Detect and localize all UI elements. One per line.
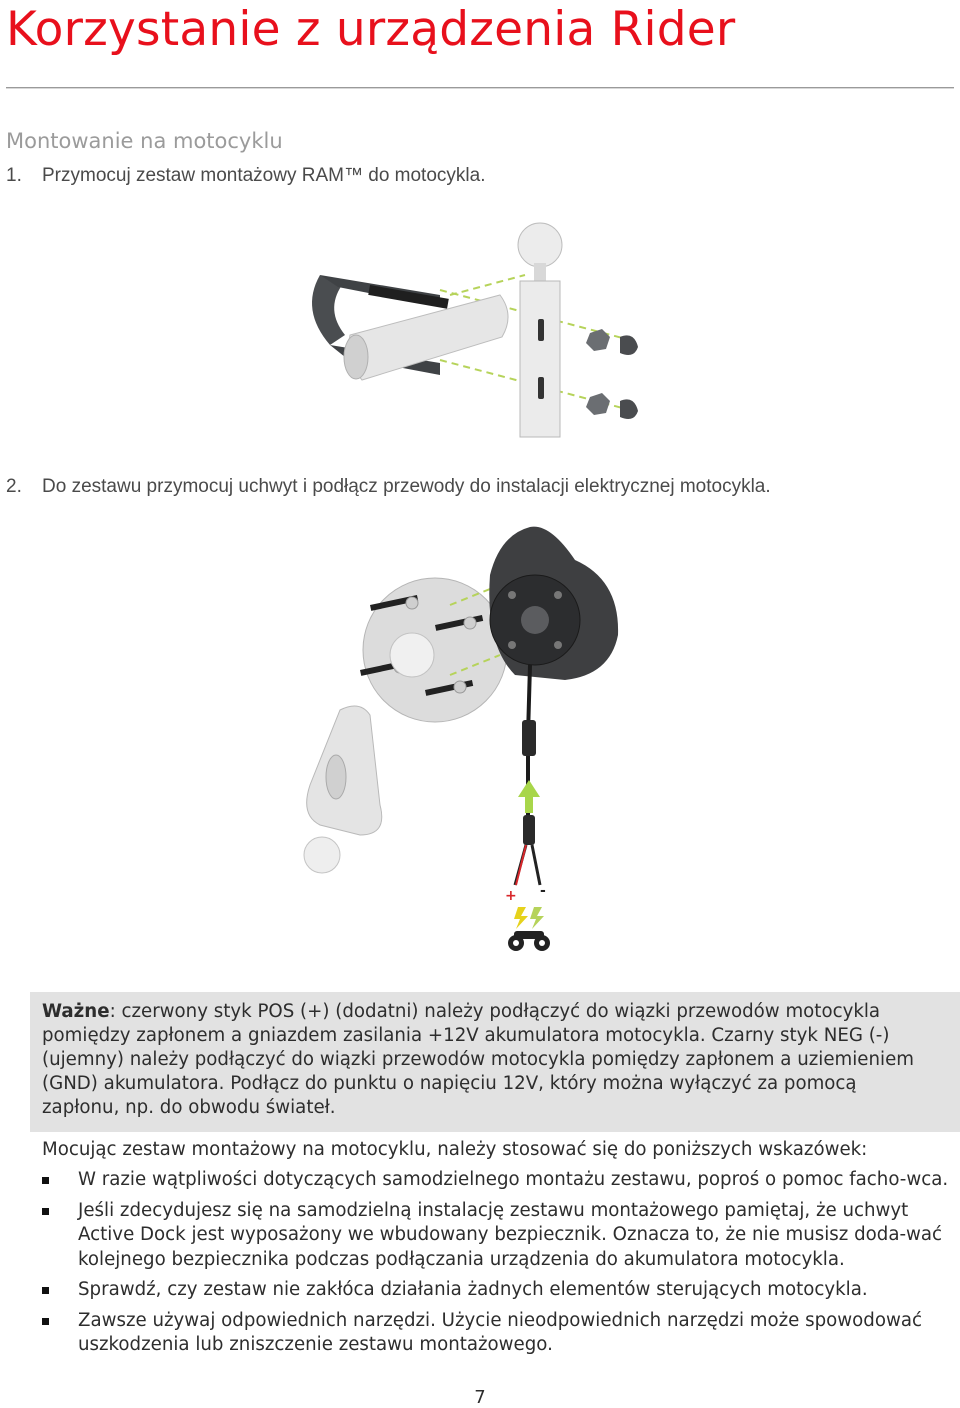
note-line-5: zapłonu, np. do obwodu świateł. [42,1097,336,1118]
ram-mount-illustration [290,215,650,445]
note-line-1: Ważne: czerwony styk POS (+) (dodatni) należy podłączyć do wiązki przewodów motocykla [42,1001,881,1022]
important-note [30,992,960,1132]
guidelines-intro: Mocując zestaw montażowy na motocyklu, należy stosować się do poniższych wskazówek: [42,1139,868,1160]
page-title: Korzystanie z urządzenia Rider [6,2,736,57]
guidelines-list [42,1168,954,1364]
bullet-square-icon [42,1318,49,1325]
bullet-square-icon [42,1287,49,1294]
step-2-text: Do zestawu przymocuj uchwyt i podłącz przewody do instalacji elektrycznej motocykla. [42,476,771,497]
list-item: Zawsze używaj odpowiednich narzędzi. Użycie nieodpowiednich narzędzi może spowodować uszkodzenia lub zniszczenie zestawu montażowego. [42,1309,954,1358]
fig2-minus-label: - [540,883,546,899]
dock-wiring-illustration [300,515,640,960]
list-item: W razie wątpliwości dotyczących samodzielnego montażu zestawu, poproś o pomoc facho-wca. [42,1168,954,1193]
step-1-text: Przymocuj zestaw montażowy RAM™ do motocykla. [42,165,486,186]
step-1-number: 1. [6,165,22,186]
bullet-square-icon [42,1177,49,1184]
note-line-4: (GND) akumulatora. Podłącz do punktu o napięciu 12V, który można wyłączyć za pomocą [42,1073,857,1094]
list-item: Jeśli zdecydujesz się na samodzielną instalację zestawu montażowego pamiętaj, że uchwyt Active Dock jest wyposażony we wbudowany bezpiecznik. Oznacza to, że nie musisz doda-wać kolejnego bezpiecznika podczas podłączania urządzenia do akumulatora motocykla. [42,1199,954,1273]
list-item: Sprawdź, czy zestaw nie zakłóca działania żadnych elementów sterujących motocykla. [42,1278,954,1303]
step-1 [6,165,485,187]
step-2-number: 2. [6,476,22,497]
note-label: Ważne [42,1001,110,1022]
title-divider [6,87,954,89]
bullet-square-icon [42,1208,49,1215]
note-line-3: (ujemny) należy podłączyć do wiązki przewodów motocykla pomiędzy zapłonem a uziemieniem [42,1049,914,1070]
step-2 [6,476,771,498]
note-line-2: pomiędzy zapłonem a gniazdem zasilania +12V akumulatora motocykla. Czarny styk NEG (-) [42,1025,890,1046]
fig2-plus-label: + [505,888,517,904]
section-heading: Montowanie na motocyklu [6,129,283,153]
page-number: 7 [474,1387,486,1408]
